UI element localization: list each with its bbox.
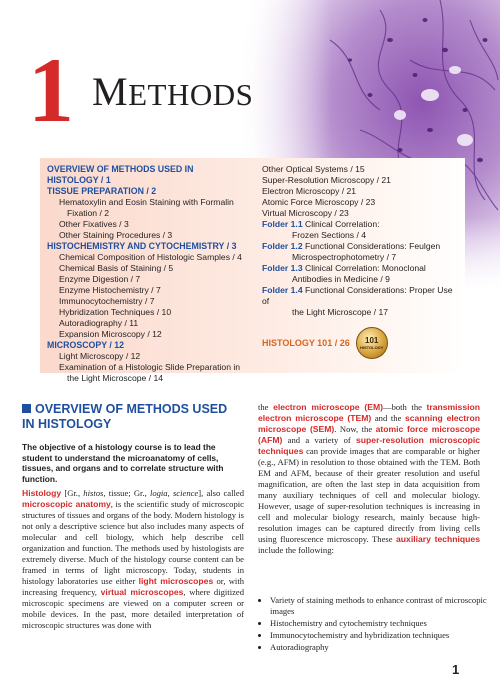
key-term: virtual microscopes <box>100 587 184 597</box>
body-text: ], also called <box>198 488 244 498</box>
chapter-title <box>92 70 253 117</box>
body-text: . Now, the <box>334 424 376 434</box>
chapter-number: 1 <box>28 39 74 141</box>
key-term: Histology <box>22 488 62 498</box>
body-text: [Gr., <box>61 488 84 498</box>
chapter-title-rest: ETHODS <box>128 77 254 112</box>
outline-entry: Other Fixatives / 3 <box>59 219 129 229</box>
folder-label: Folder 1.2 <box>262 241 303 251</box>
body-text: , <box>167 488 173 498</box>
outline-folders <box>262 219 462 318</box>
outline-entry: Autoradiography / 11 <box>59 318 139 328</box>
histology-101-entry <box>262 327 462 359</box>
outline-folder-entry <box>262 241 462 263</box>
outline-entry: Other Optical Systems / 15 <box>262 164 365 174</box>
key-term: microscopic anatomy <box>22 499 111 509</box>
outline-heading: HISTOCHEMISTRY AND CYTOCHEMISTRY / 3 <box>47 241 237 251</box>
italic-term: science <box>172 488 199 498</box>
folder-label: Folder 1.3 <box>262 263 303 273</box>
outline-left-column <box>47 164 252 384</box>
folder-label: Folder 1.1 <box>262 219 303 229</box>
body-text: , is the scientific study of microscopic structures of tissues and organs of the body. Modern histology is not only a descriptive science but also includes many aspects of molecular and cell biology, which help describe cell organization and function. The methods used by histologists are extremely diverse. Much of the histology course content can be framed in terms of light microscopy. Today, students in histology laboratories use either <box>22 499 244 586</box>
chapter-title-initial: M <box>92 69 129 114</box>
outline-entry: Expansion Microscopy / 12 <box>59 329 162 339</box>
outline-entry: Atomic Force Microscopy / 23 <box>262 197 376 207</box>
outline-entry: Electron Microscopy / 21 <box>262 186 357 196</box>
section-intro: The objective of a histology course is to lead the student to understand the microanatomy of cells, tissues, and organs and to correlate structure with function. <box>22 442 224 484</box>
section-heading-text: OVERVIEW OF METHODS USED IN HISTOLOGY <box>22 402 228 431</box>
body-paragraph-right <box>258 402 480 556</box>
bullet-item: • Histochemistry and cytochemistry techniques <box>270 618 492 629</box>
italic-term: logia <box>149 488 168 498</box>
folder-label: Folder 1.4 <box>262 285 303 295</box>
outline-entry: Immunocytochemistry / 7 <box>59 296 155 306</box>
key-term: auxiliary techniques <box>396 534 480 544</box>
chapter-outline-box <box>40 158 465 383</box>
body-text: and the <box>371 413 405 423</box>
outline-entry: Examination of a Histologic Slide Preparation in the Light Microscope / 14 <box>59 362 241 383</box>
outline-entry: Virtual Microscopy / 23 <box>262 208 349 218</box>
outline-folder-entry <box>262 219 462 241</box>
techniques-bullet-list <box>258 595 492 654</box>
outline-entry: Enzyme Histochemistry / 7 <box>59 285 161 295</box>
histology-101-badge-icon <box>356 327 388 359</box>
folder-line2: Antibodies in Medicine / 9 <box>292 274 390 284</box>
folder-line2: Microspectrophotometry / 7 <box>292 252 397 262</box>
body-text: the <box>258 402 274 412</box>
body-text: and a variety of <box>282 435 357 445</box>
body-text: , where digitized microscopic specimens are viewed on a computer screen or mobile devices. In the past, more detailed interpretation of microscopic structures was done with <box>22 587 245 630</box>
outline-entry: Other Staining Procedures / 3 <box>59 230 173 240</box>
outline-entry: Hematoxylin and Eosin Staining with Formalin Fixation / 2 <box>59 197 234 218</box>
folder-line1: Clinical Correlation: Monoclonal <box>304 263 426 273</box>
histology-101-label: HISTOLOGY 101 / 26 <box>262 337 350 348</box>
outline-entry: Light Microscopy / 12 <box>59 351 141 361</box>
key-term: super-resolution microscopic techniques <box>258 435 480 456</box>
outline-entry: Chemical Basis of Staining / 5 <box>59 263 174 273</box>
body-text: —both the <box>382 402 427 412</box>
folder-line1: Clinical Correlation: <box>304 219 380 229</box>
section-heading <box>22 402 242 432</box>
body-text: can provide images that are comparable or higher (e.g., AFM) in resolution to those obtained with the TEM. Both EM and AFM, because of their greater resolution and useful magnification, are often the last step in data acquisition from many auxiliary techniques of cell and molecular biology. However, usage of super-resolution techniques is increasing in cell and molecular biology research, mainly because high-resolution images can be captured directly from living cells using fluorescence microscopy. These <box>258 446 480 544</box>
folder-line2: the Light Microscope / 17 <box>292 307 389 317</box>
key-term: electron microscope (EM) <box>273 402 383 412</box>
folder-line1: Functional Considerations: Proper Use of <box>262 285 453 306</box>
outline-heading: OVERVIEW OF METHODS USED IN <box>47 164 194 174</box>
body-text: or, with increasing frequency, <box>22 576 244 597</box>
key-term: atomic force microscope (AFM) <box>258 424 480 445</box>
outline-right-items <box>262 164 462 219</box>
outline-heading: HISTOLOGY / 1 <box>47 175 111 185</box>
outline-entry: Hybridization Techniques / 10 <box>59 307 172 317</box>
outline-folder-entry <box>262 263 462 285</box>
folder-line2: Frozen Sections / 4 <box>292 230 367 240</box>
outline-heading: TISSUE PREPARATION / 2 <box>47 186 157 196</box>
body-text: include the following: <box>258 545 334 555</box>
bullet-item: • Autoradiography <box>270 642 492 653</box>
bullet-item: • Immunocytochemistry and hybridization techniques <box>270 630 492 641</box>
badge-word: HISTOLOGY <box>359 344 384 350</box>
square-bullet-icon <box>22 404 31 413</box>
page-number: 1 <box>452 662 460 677</box>
outline-entry: Enzyme Digestion / 7 <box>59 274 141 284</box>
outline-right-column <box>262 164 462 359</box>
bullet-item: • Variety of staining methods to enhance contrast of microscopic images <box>270 595 492 617</box>
key-term: transmission electron microscope (TEM) <box>258 402 480 423</box>
outline-heading: MICROSCOPY / 12 <box>47 340 125 350</box>
key-term: scanning electron microscope (SEM) <box>258 413 481 434</box>
outline-entry: Super-Resolution Microscopy / 21 <box>262 175 391 185</box>
body-text: , tissue; Gr., <box>103 488 150 498</box>
outline-entry: Chemical Composition of Histologic Samples / 4 <box>59 252 242 262</box>
folder-line1: Functional Considerations: Feulgen <box>304 241 441 251</box>
badge-number: 101 <box>365 335 379 345</box>
outline-folder-entry <box>262 285 462 318</box>
italic-term: histos <box>83 488 104 498</box>
body-paragraph-left <box>22 488 244 631</box>
key-term: light microscopes <box>138 576 214 586</box>
